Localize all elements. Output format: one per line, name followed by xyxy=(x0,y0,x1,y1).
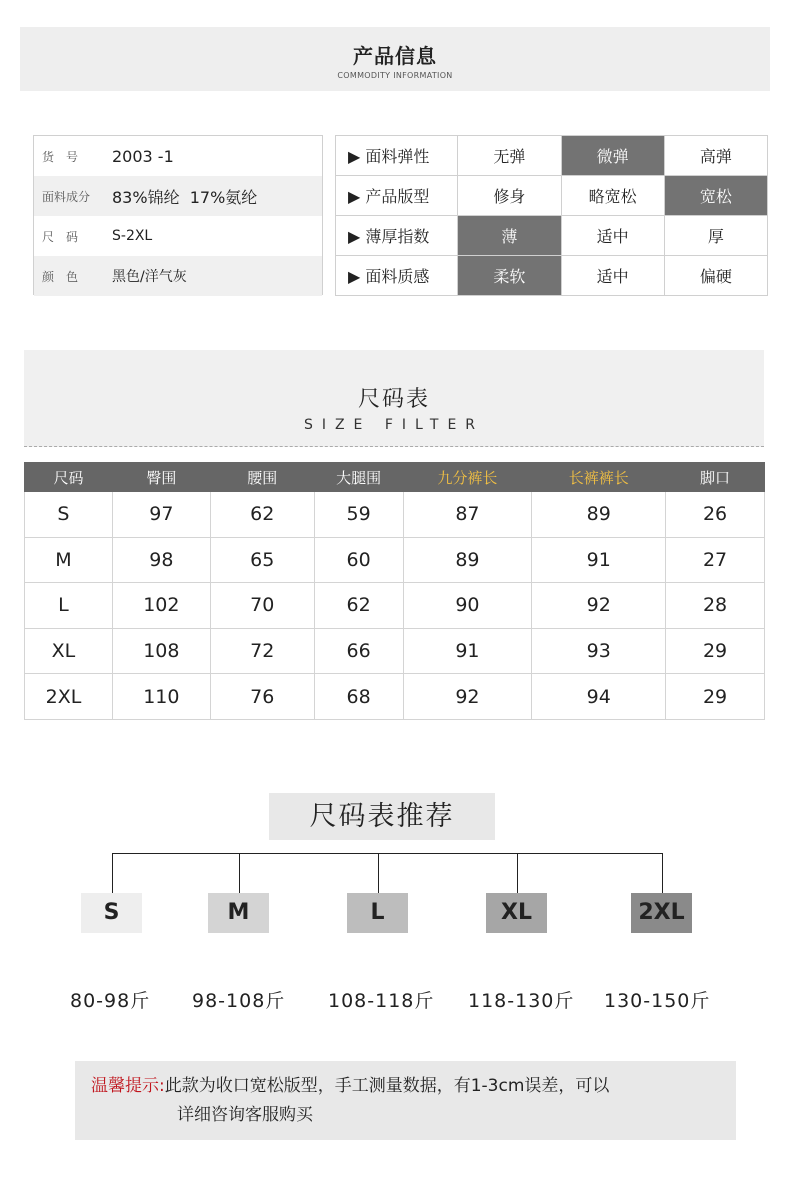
size-label-cell: L xyxy=(25,583,113,629)
size-value-cell: 94 xyxy=(532,674,666,720)
attribute-name: ▶ 面料质感 xyxy=(336,256,458,296)
size-table-row xyxy=(25,537,765,583)
recommend-size-box: M xyxy=(208,893,269,933)
size-value-cell: 62 xyxy=(314,583,403,629)
size-table-row xyxy=(25,492,765,538)
product-info-banner xyxy=(20,27,770,91)
size-table-header: 尺码 xyxy=(25,463,113,492)
attribute-row xyxy=(336,256,768,296)
size-chart-title: 尺码表 xyxy=(357,387,430,412)
attribute-option: 略宽松 xyxy=(561,176,664,216)
spec-label: 货 号 xyxy=(42,149,79,164)
tip-text-line1: 此款为收口宽松版型，手工测量数据，有1-3cm误差，可以 xyxy=(164,1076,610,1096)
attribute-option: 无弹 xyxy=(458,136,561,176)
recommend-weight-range: 98-108斤 xyxy=(192,990,286,1012)
size-table xyxy=(24,462,765,720)
size-table-header: 大腿围 xyxy=(314,463,403,492)
attribute-row xyxy=(336,136,768,176)
size-value-cell: 110 xyxy=(112,674,210,720)
attribute-row xyxy=(336,216,768,256)
attribute-row xyxy=(336,176,768,216)
spec-value: 黑色/洋气灰 xyxy=(112,269,187,285)
size-value-cell: 89 xyxy=(403,537,532,583)
size-value-cell: 26 xyxy=(666,492,765,538)
attribute-option-selected: 薄 xyxy=(458,216,561,256)
size-value-cell: 98 xyxy=(112,537,210,583)
spec-value: S-2XL xyxy=(112,228,153,244)
fabric-attribute-table xyxy=(335,135,768,296)
size-value-cell: 97 xyxy=(112,492,210,538)
size-table-header: 脚口 xyxy=(666,463,765,492)
attribute-name: ▶ 产品版型 xyxy=(336,176,458,216)
attribute-option-selected: 宽松 xyxy=(664,176,767,216)
size-table-row xyxy=(25,628,765,674)
size-label-cell: 2XL xyxy=(25,674,113,720)
size-value-cell: 92 xyxy=(532,583,666,629)
tree-connector-line xyxy=(112,853,663,854)
size-chart-subtitle: SIZE FILTER xyxy=(303,417,485,433)
product-info-subtitle: COMMODITY INFORMATION xyxy=(337,71,453,80)
size-value-cell: 76 xyxy=(210,674,314,720)
recommend-weight-range: 118-130斤 xyxy=(468,990,575,1012)
recommend-size-box: S xyxy=(81,893,142,933)
size-label-cell: XL xyxy=(25,628,113,674)
size-chart-banner xyxy=(24,350,764,447)
size-value-cell: 93 xyxy=(532,628,666,674)
size-value-cell: 90 xyxy=(403,583,532,629)
tree-branch-line xyxy=(112,853,113,893)
size-value-cell: 91 xyxy=(532,537,666,583)
recommend-size-box: 2XL xyxy=(631,893,692,933)
size-value-cell: 89 xyxy=(532,492,666,538)
recommend-weight-range: 80-98斤 xyxy=(70,990,151,1012)
recommend-weight-range: 130-150斤 xyxy=(604,990,711,1012)
spec-label: 颜 色 xyxy=(42,269,79,284)
size-table-header: 臀围 xyxy=(112,463,210,492)
size-value-cell: 68 xyxy=(314,674,403,720)
attribute-name: ▶ 薄厚指数 xyxy=(336,216,458,256)
size-value-cell: 91 xyxy=(403,628,532,674)
spec-row-size xyxy=(34,216,322,256)
size-value-cell: 65 xyxy=(210,537,314,583)
size-label-cell: M xyxy=(25,537,113,583)
size-label-cell: S xyxy=(25,492,113,538)
attribute-option: 修身 xyxy=(458,176,561,216)
tree-branch-line xyxy=(239,853,240,893)
spec-value: 83%锦纶 17%氨纶 xyxy=(112,187,258,207)
size-value-cell: 108 xyxy=(112,628,210,674)
tree-branch-line xyxy=(517,853,518,893)
tree-branch-line xyxy=(662,853,663,893)
size-value-cell: 27 xyxy=(666,537,765,583)
attribute-option-selected: 柔软 xyxy=(458,256,561,296)
product-info-title: 产品信息 xyxy=(353,44,437,68)
size-value-cell: 72 xyxy=(210,628,314,674)
size-recommend-title: 尺码表推荐 xyxy=(269,793,495,840)
size-value-cell: 59 xyxy=(314,492,403,538)
size-table-header: 九分裤长 xyxy=(403,463,532,492)
recommend-weight-range: 108-118斤 xyxy=(328,990,435,1012)
attribute-option: 适中 xyxy=(561,216,664,256)
size-value-cell: 29 xyxy=(666,674,765,720)
spec-row-color xyxy=(34,256,322,296)
spec-row-fabric xyxy=(34,176,322,216)
tip-text-line2: 详细咨询客服购买 xyxy=(177,1105,313,1125)
size-value-cell: 102 xyxy=(112,583,210,629)
size-value-cell: 87 xyxy=(403,492,532,538)
attribute-name: ▶ 面料弹性 xyxy=(336,136,458,176)
spec-label: 面料成分 xyxy=(42,189,91,204)
size-table-header: 腰围 xyxy=(210,463,314,492)
spec-value: 2003 -1 xyxy=(112,146,174,166)
recommend-size-box: L xyxy=(347,893,408,933)
size-table-row xyxy=(25,674,765,720)
size-value-cell: 28 xyxy=(666,583,765,629)
size-table-header: 长裤裤长 xyxy=(532,463,666,492)
spec-label: 尺 码 xyxy=(42,229,79,244)
spec-row-item-no xyxy=(34,136,322,176)
size-value-cell: 62 xyxy=(210,492,314,538)
recommend-size-box: XL xyxy=(486,893,547,933)
attribute-option: 高弹 xyxy=(664,136,767,176)
tree-branch-line xyxy=(378,853,379,893)
attribute-option: 厚 xyxy=(664,216,767,256)
attribute-option: 适中 xyxy=(561,256,664,296)
size-value-cell: 29 xyxy=(666,628,765,674)
tip-box xyxy=(75,1061,736,1140)
size-value-cell: 92 xyxy=(403,674,532,720)
size-value-cell: 60 xyxy=(314,537,403,583)
tip-label: 温馨提示: xyxy=(91,1076,165,1096)
attribute-option: 偏硬 xyxy=(664,256,767,296)
size-table-row xyxy=(25,583,765,629)
product-spec-table xyxy=(33,135,323,295)
size-value-cell: 66 xyxy=(314,628,403,674)
attribute-option-selected: 微弹 xyxy=(561,136,664,176)
size-value-cell: 70 xyxy=(210,583,314,629)
